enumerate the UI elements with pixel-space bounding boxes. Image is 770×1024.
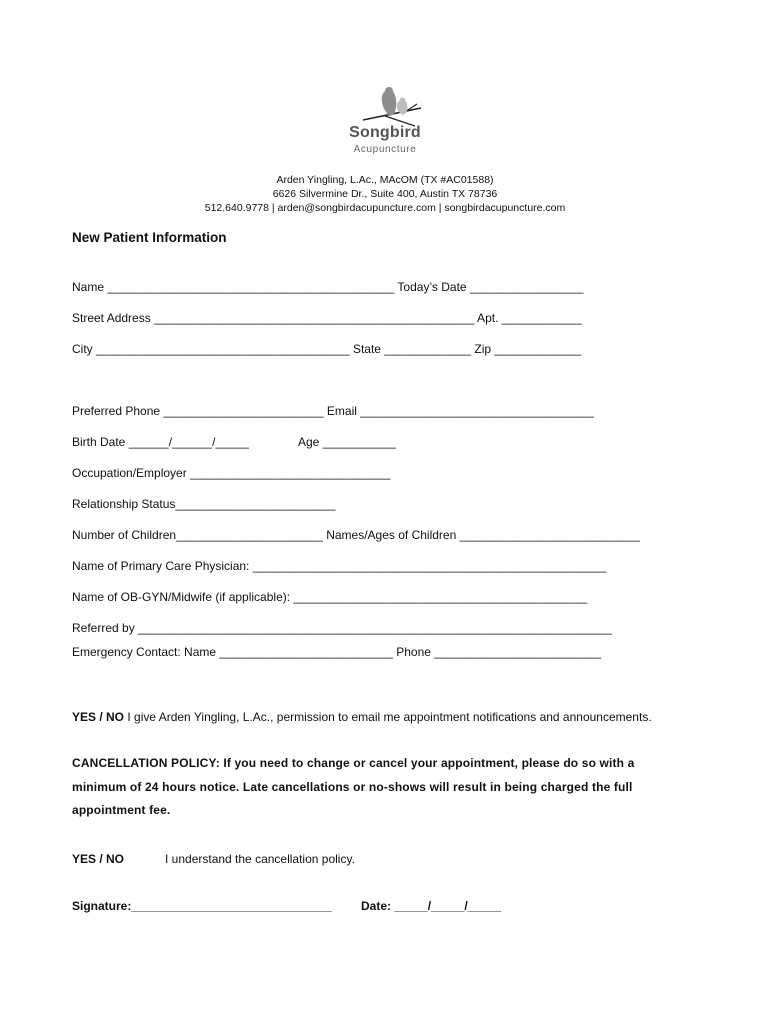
phone-email-web-line: 512.640.9778 | arden@songbirdacupuncture.com | songbirdacupuncture.com xyxy=(204,202,566,214)
phone-email-field[interactable]: Preferred Phone ________________________ Email ___________________________________ xyxy=(72,404,594,418)
street-address-field[interactable]: Street Address ________________________________________________ Apt. ____________ xyxy=(72,311,582,325)
songbird-birds-icon xyxy=(345,82,425,130)
email-consent-text: I give Arden Yingling, L.Ac., permission to email me appointment notifications and announcements. xyxy=(124,710,652,724)
logo-subtitle: Acupuncture xyxy=(353,144,417,155)
signature-date-field[interactable]: Date: _____/_____/_____ xyxy=(361,899,502,913)
signature-field[interactable]: Signature:______________________________ xyxy=(72,899,332,913)
emergency-contact-field[interactable]: Emergency Contact: Name __________________________ Phone _________________________ xyxy=(72,645,602,659)
relationship-status-field[interactable]: Relationship Status________________________ xyxy=(72,497,336,511)
logo-name: Songbird xyxy=(349,124,421,141)
policy-line-1: CANCELLATION POLICY: If you need to change or cancel your appointment, please do so with a xyxy=(72,756,635,770)
practitioner-contact xyxy=(0,173,770,215)
email-consent-line xyxy=(72,710,652,724)
primary-physician-field[interactable]: Name of Primary Care Physician: _____________________________________________________ xyxy=(72,559,607,573)
address-line: 6626 Silvermine Dr., Suite 400, Austin TX 78736 xyxy=(272,188,498,200)
age-field[interactable]: Age ___________ xyxy=(298,435,397,449)
name-date-field[interactable]: Name ___________________________________________ Today’s Date _________________ xyxy=(72,280,584,294)
policy-ack-yes-no[interactable]: YES / NO xyxy=(72,852,125,866)
policy-ack-text: I understand the cancellation policy. xyxy=(165,852,355,866)
practitioner-name-line: Arden Yingling, L.Ac., MAcOM (TX #AC01588) xyxy=(276,174,494,186)
occupation-field[interactable]: Occupation/Employer ______________________________ xyxy=(72,466,391,480)
obgyn-field[interactable]: Name of OB-GYN/Midwife (if applicable): ____________________________________________ xyxy=(72,590,588,604)
policy-line-3: appointment fee. xyxy=(72,803,171,817)
children-field[interactable]: Number of Children______________________ Names/Ages of Children ___________________________ xyxy=(72,528,640,542)
birth-date-field[interactable]: Birth Date ______/______/_____ xyxy=(72,435,249,449)
referred-by-field[interactable]: Referred by _______________________________________________________________________ xyxy=(72,621,612,635)
form-title: New Patient Information xyxy=(72,230,227,245)
songbird-logo xyxy=(335,82,435,162)
cancellation-policy xyxy=(72,752,672,823)
city-state-zip-field[interactable]: City ______________________________________ State _____________ Zip _____________ xyxy=(72,342,582,356)
policy-line-2: minimum of 24 hours notice. Late cancellations or no-shows will result in being charged the full xyxy=(72,779,633,794)
email-consent-yes-no[interactable]: YES / NO xyxy=(72,710,125,724)
